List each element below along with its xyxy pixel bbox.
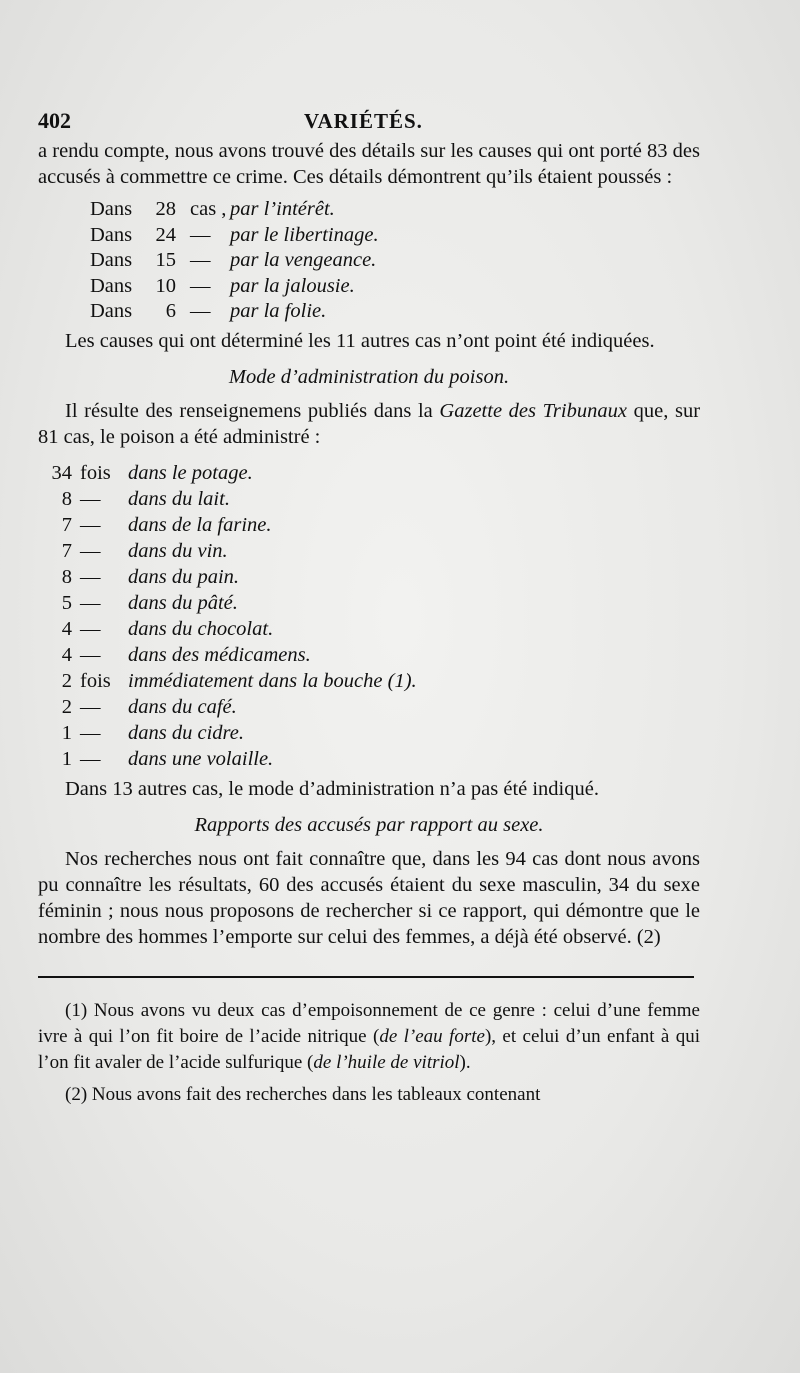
administration-intro-end: que, sur 81 cas, le poison a été administré : [38, 399, 701, 448]
cause-text: par le libertinage. [230, 223, 379, 246]
list-item [38, 273, 700, 299]
admin-count: 1 [61, 721, 72, 744]
list-item [38, 486, 700, 512]
section-heading-administration: Mode d’administration du poison. [228, 365, 510, 388]
cause-sep: cas , [190, 198, 227, 220]
admin-unit: fois [80, 461, 111, 484]
admin-count: 5 [61, 591, 72, 614]
section-heading-sex: Rapports des accusés par rapport au sexe. [194, 813, 544, 836]
admin-description: dans du cidre. [128, 721, 244, 744]
cause-sep: — [190, 223, 211, 246]
list-item [38, 512, 700, 538]
admin-count: 7 [61, 539, 72, 562]
footnote-1-part-a: (1) Nous avons vu deux cas d’empoisonnement de ce genre : celui d’une femme ivre à qui l’on fit boire de l’acide nitrique ( [38, 999, 700, 1047]
admin-description: dans du pain. [128, 565, 240, 588]
administration-intro [38, 398, 700, 450]
admin-unit: fois [80, 669, 111, 692]
causes-note: Les causes qui ont déterminé les 11 autres cas n’ont point été indiquées. [65, 329, 655, 352]
admin-unit: — [80, 695, 101, 718]
cause-count: 15 [155, 249, 176, 271]
footnote-1-huile-vitriol: de l’huile de vitriol [313, 1051, 460, 1073]
admin-unit: — [80, 617, 101, 640]
sex-paragraph: Nos recherches nous ont fait connaître que, dans les 94 cas dont nous avons pu connaître les résultats, 60 des accusés étaient du sexe masculin, 34 du sexe féminin ; nous nous proposons de rechercher si ce rapport, qui démontre que le nombre des hommes l’emporte sur celui des femmes, a déjà été observé. (2) [38, 847, 700, 948]
admin-description: immédiatement dans la bouche (1). [128, 669, 417, 692]
admin-count: 2 [61, 669, 72, 692]
admin-description: dans du pâté. [128, 591, 238, 614]
list-item [38, 196, 700, 222]
list-item [38, 460, 700, 486]
cause-count: 10 [155, 274, 176, 297]
admin-unit: — [80, 721, 101, 744]
admin-description: dans le potage. [128, 461, 253, 484]
admin-unit: — [80, 513, 101, 536]
admin-description: dans du café. [128, 695, 237, 718]
cause-prefix: Dans [90, 249, 133, 271]
admin-unit: — [80, 591, 101, 614]
admin-description: dans des médicamens. [128, 643, 311, 666]
cause-prefix: Dans [90, 300, 133, 322]
admin-unit: — [80, 539, 101, 562]
admin-count: 4 [61, 617, 72, 640]
list-item [38, 616, 700, 642]
admin-count: 2 [61, 695, 72, 718]
administration-intro-start: Il résulte des renseignemens publiés dans la [65, 399, 433, 422]
admin-description: dans une volaille. [128, 747, 274, 770]
cause-prefix: Dans [90, 198, 133, 220]
list-item [38, 564, 700, 590]
administration-note: Dans 13 autres cas, le mode d’administration n’a pas été indiqué. [65, 777, 599, 800]
list-item [38, 668, 700, 694]
cause-prefix: Dans [90, 274, 133, 297]
causes-list [38, 196, 700, 324]
administration-list [38, 460, 700, 772]
list-item [38, 590, 700, 616]
list-item [38, 298, 700, 324]
cause-text: par l’intérêt. [230, 198, 335, 220]
list-item [38, 247, 700, 273]
footnote-1-part-c: ), et celui d’un enfant à qui l’on fit avaler de l’acide sulfurique ( [38, 1025, 700, 1073]
page-header [38, 108, 700, 138]
cause-prefix: Dans [90, 223, 133, 246]
cause-count: 24 [155, 223, 176, 246]
footnote-2: (2) Nous avons fait des recherches dans les tableaux contenant [65, 1083, 541, 1105]
admin-count: 8 [61, 565, 72, 588]
cause-text: par la jalousie. [230, 274, 355, 297]
admin-unit: — [80, 747, 101, 770]
footnote-1-eau-forte: de l’eau forte [379, 1025, 485, 1047]
admin-description: dans de la farine. [128, 513, 272, 536]
list-item [38, 694, 700, 720]
footnote-1-part-e: ). [459, 1051, 471, 1073]
intro-paragraph: a rendu compte, nous avons trouvé des détails sur les causes qui ont porté 83 des accusés à commettre ce crime. Ces détails démontrent qu’ils étaient poussés : [38, 140, 700, 188]
cause-sep: — [190, 249, 211, 271]
list-item [38, 746, 700, 772]
gazette-title: Gazette des Tribunaux [439, 399, 627, 422]
list-item [38, 538, 700, 564]
page-content [38, 108, 700, 1108]
footnote-1 [38, 998, 700, 1076]
admin-description: dans du lait. [128, 487, 230, 510]
running-title: VARIÉTÉS. [304, 109, 423, 133]
admin-count: 4 [61, 643, 72, 666]
admin-count: 1 [61, 747, 72, 770]
page-number: 402 [38, 108, 71, 133]
list-item [38, 720, 700, 746]
admin-count: 8 [61, 487, 72, 510]
cause-count: 28 [155, 198, 176, 220]
admin-unit: — [80, 643, 101, 666]
admin-unit: — [80, 565, 101, 588]
footnote-divider [38, 976, 694, 978]
admin-description: dans du vin. [128, 539, 228, 562]
cause-sep: — [190, 274, 211, 297]
cause-sep: — [190, 300, 211, 322]
cause-text: par la vengeance. [230, 249, 377, 271]
admin-unit: — [80, 487, 101, 510]
admin-count: 34 [51, 461, 72, 484]
list-item [38, 222, 700, 248]
admin-count: 7 [61, 513, 72, 536]
admin-description: dans du chocolat. [128, 617, 274, 640]
cause-count: 6 [165, 300, 176, 322]
list-item [38, 642, 700, 668]
cause-text: par la folie. [230, 300, 327, 322]
